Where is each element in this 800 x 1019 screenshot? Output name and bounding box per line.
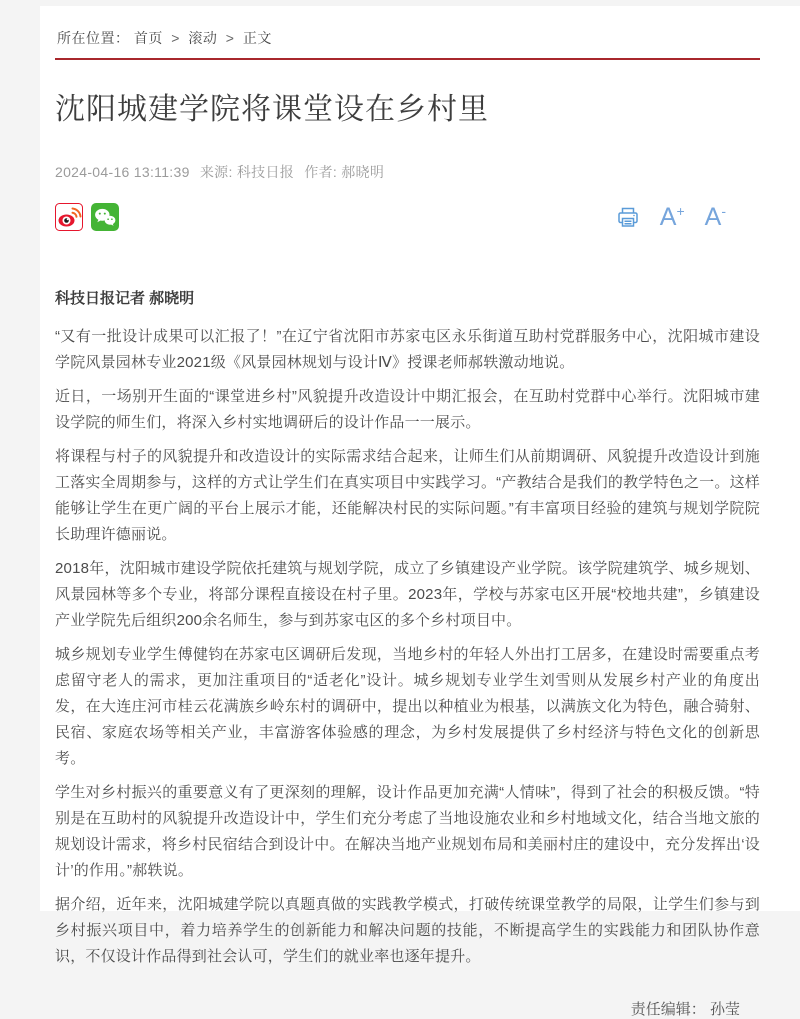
red-divider xyxy=(55,58,760,60)
article-paragraph: 学生对乡村振兴的重要意义有了更深刻的理解，设计作品更加充满“人情味”，得到了社会的积极反馈。“特别是在互助村的风貌提升改造设计中，学生们充分考虑了当地设施农业和乡村地域文化，结合当地文旅的规划设计需求，将乡村民宿结合到设计中。在解决当地产业规划布局和美丽村庄的建设中，充分发挥出‘设计’的作用。”郝轶说。 xyxy=(55,784,760,879)
editor-line xyxy=(55,998,760,1019)
article-source: 来源: 科技日报 xyxy=(199,164,295,180)
font-increase-button[interactable]: A+ xyxy=(659,203,685,231)
font-decrease-button[interactable]: A- xyxy=(704,203,726,231)
breadcrumb-label: 所在位置： xyxy=(57,30,130,46)
share-icons xyxy=(55,203,119,231)
weibo-share-icon[interactable] xyxy=(55,203,83,231)
article-meta xyxy=(55,162,760,182)
breadcrumb xyxy=(55,20,760,58)
article-page xyxy=(40,6,800,1018)
article-author: 作者: 郝晓明 xyxy=(304,164,385,180)
editor-name: 孙莹 xyxy=(709,1001,740,1018)
breadcrumb-link-home[interactable]: 首页 xyxy=(133,30,163,46)
editor-label: 责任编辑： xyxy=(630,1001,706,1018)
article-paragraph: 城乡规划专业学生傅健钧在苏家屯区调研后发现，当地乡村的年轻人外出打工居多，在建设时需要重点考虑留守老人的需求，更加注重项目的“适老化”设计。城乡规划专业学生刘雪则从发展乡村产业的角度出发，在大连庄河市桂云花满族乡岭东村的调研中，提出以种植业为根基，以满族文化为特色，融合骑射、民宿、家庭农场等相关产业，丰富游客体验感的理念，为乡村发展提供了乡村经济与特色文化的创新思考。 xyxy=(55,646,760,767)
breadcrumb-separator: > xyxy=(225,30,235,46)
article-tools xyxy=(616,204,726,230)
print-icon[interactable] xyxy=(616,205,640,229)
article-paragraph: “又有一批设计成果可以汇报了！”在辽宁省沈阳市苏家屯区永乐街道互助村党群服务中心，沈阳城市建设学院风景园林专业2021级《风景园林规划与设计Ⅳ》授课老师郝轶激动地说。 xyxy=(55,328,760,371)
toolbar-row xyxy=(55,203,760,231)
breadcrumb-separator: > xyxy=(171,30,180,46)
wechat-share-icon[interactable] xyxy=(91,203,119,231)
breadcrumb-link-current[interactable]: 正文 xyxy=(242,30,272,46)
publish-timestamp: 2024-04-16 13:11:39 xyxy=(55,164,190,180)
article-paragraph: 2018年，沈阳城市建设学院依托建筑与规划学院，成立了乡镇建设产业学院。该学院建筑学、城乡规划、风景园林等多个专业，将部分课程直接设在村子里。2023年，学校与苏家屯区开展“校地共建”，乡镇建设产业学院先后组织200余名师生，参与到苏家屯区的多个乡村项目中。 xyxy=(55,560,760,629)
page-title: 沈阳城建学院将课堂设在乡村里 xyxy=(55,93,489,126)
article-body xyxy=(55,287,760,970)
breadcrumb-link-scroll[interactable]: 滚动 xyxy=(188,30,218,46)
article-byline: 科技日报记者 郝晓明 xyxy=(55,290,195,307)
article-paragraph: 将课程与村子的风貌提升和改造设计的实际需求结合起来，让师生们从前期调研、风貌提升改造设计到施工落实全周期参与，这样的方式让学生们在真实项目中实践学习。“产教结合是我们的教学特色之一。这样能够让学生在更广阔的平台上展示才能，还能解决村民的实际问题。”有丰富项目经验的建筑与规划学院院长助理许德丽说。 xyxy=(55,448,760,543)
article-paragraph: 近日，一场别开生面的“课堂进乡村”风貌提升改造设计中期汇报会，在互助村党群中心举行。沈阳城市建设学院的师生们，将深入乡村实地调研后的设计作品一一展示。 xyxy=(55,388,760,431)
article-paragraph: 据介绍，近年来，沈阳城建学院以真题真做的实践教学模式，打破传统课堂教学的局限，让学生们参与到乡村振兴项目中，着力培养学生的创新能力和解决问题的技能，不断提高学生的实践能力和团队协作意识，不仅设计作品得到社会认可，学生们的就业率也逐年提升。 xyxy=(55,896,760,965)
